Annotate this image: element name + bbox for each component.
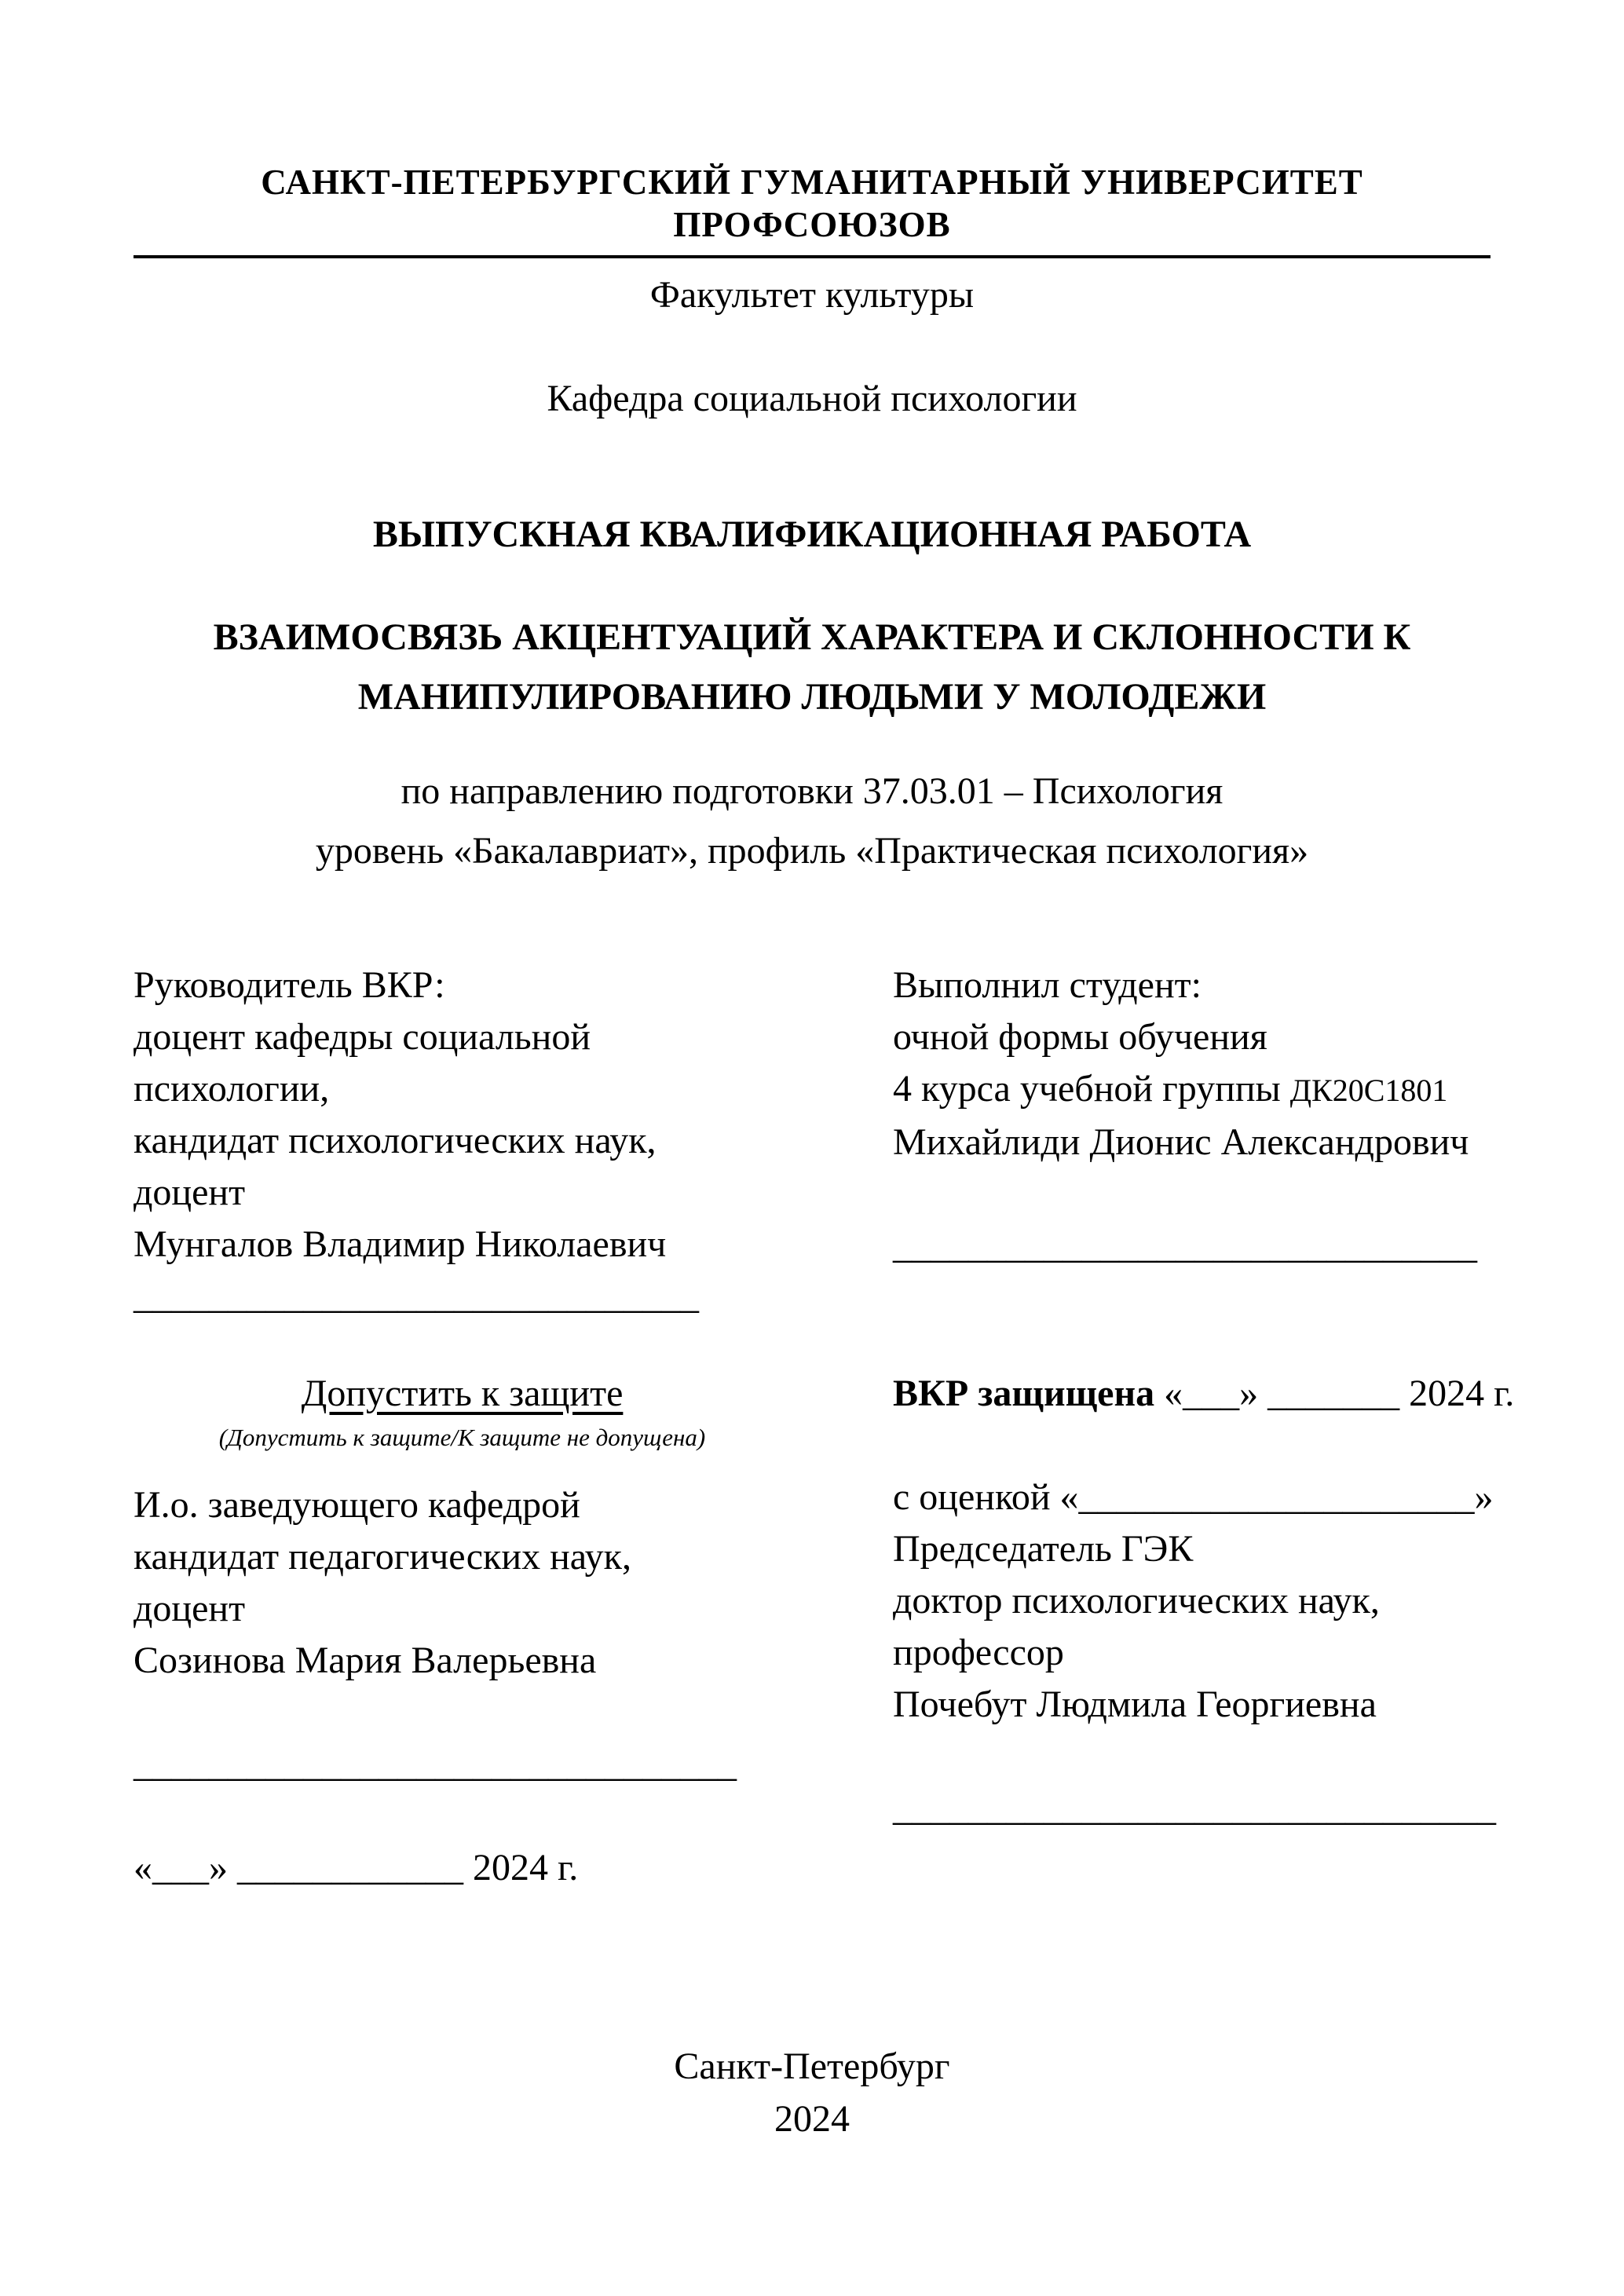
thesis-topic [134,608,1490,727]
publication-city: Санкт-Петербург [674,2046,950,2087]
supervisor-signature-line: ______________________________ [134,1274,699,1317]
committee-chair-name: Почебут Людмила Георгиевна [893,1683,1377,1725]
student-study-form: очной формы обучения [893,1015,1267,1058]
supervisor-position-line: психологии, [134,1067,330,1110]
publication-info [0,2040,1624,2145]
supervisor-rank-line: доцент [134,1171,246,1213]
defense-date-line [893,1368,1515,1420]
student-label: Выполнил студент: [893,963,1202,1006]
student-group-code: ДК20С1801 [1289,1072,1448,1108]
university-name: САНКТ-ПЕТЕРБУРГСКИЙ ГУМАНИТАРНЫЙ УНИВЕРСИТЕТ ПРОФСОЮЗОВ [134,161,1490,258]
supervisor-name: Мунгалов Владимир Николаевич [134,1223,667,1265]
defense-date-label: ВКР защищена [893,1372,1155,1414]
department-head-name: Созинова Мария Валерьевна [134,1639,597,1681]
admission-block [134,1368,893,1894]
work-type-heading: ВЫПУСКНАЯ КВАЛИФИКАЦИОННАЯ РАБОТА [372,514,1252,556]
defense-grade-line: с оценкой «_____________________» [893,1475,1494,1518]
committee-chair-degree: доктор психологических наук, [893,1579,1380,1621]
department-head-position: И.о. заведующего кафедрой [134,1483,580,1526]
admission-decision-label: Допустить к защите [301,1372,624,1414]
department-head-degree: кандидат педагогических наук, [134,1535,631,1578]
supervisor-degree-line: кандидат психологических наук, [134,1119,657,1161]
defense-date-blanks: «___» _______ 2024 г. [1154,1372,1515,1414]
student-group-prefix: 4 курса учебной группы [893,1067,1290,1110]
admission-decision-note: (Допустить к защите/К защите не допущена) [218,1423,706,1451]
committee-chair-rank: профессор [893,1631,1064,1673]
program-info [134,762,1490,881]
student-group-line [893,1063,1490,1117]
thesis-topic-line1: ВЗАИМОСВЯЗЬ АКЦЕНТУАЦИЙ ХАРАКТЕРА И СКЛОННОСТИ К [213,616,1411,658]
defense-block [893,1368,1515,1894]
publication-year: 2024 [774,2098,850,2140]
admission-signature-line: ________________________________ [134,1742,737,1785]
supervisor-block [134,960,893,1322]
department-head-rank: доцент [134,1587,246,1629]
admission-defense-section [134,1368,1515,1894]
defense-signature-line: ________________________________ [893,1786,1496,1829]
department-head-block [134,1479,791,1687]
supervisor-position-line: доцент кафедры социальной [134,1015,591,1058]
student-block [893,960,1490,1322]
department-name: Кафедра социальной психологии [547,377,1077,419]
admission-date-line: «___» ____________ 2024 г. [134,1846,579,1888]
program-level: уровень «Бакалавриат», профиль «Практическая психология» [315,829,1309,872]
supervisor-role-label: Руководитель ВКР: [134,963,445,1006]
student-signature-line: _______________________________ [893,1224,1477,1267]
student-name: Михайлиди Дионис Александрович [893,1121,1469,1163]
thesis-topic-line2: МАНИПУЛИРОВАНИЮ ЛЮДЬМИ У МОЛОДЕЖИ [357,675,1267,718]
supervisor-student-section [134,960,1490,1322]
program-direction: по направлению подготовки 37.03.01 – Психология [401,770,1223,812]
committee-chair-title: Председатель ГЭК [893,1527,1194,1570]
faculty-name: Факультет культуры [649,274,975,316]
